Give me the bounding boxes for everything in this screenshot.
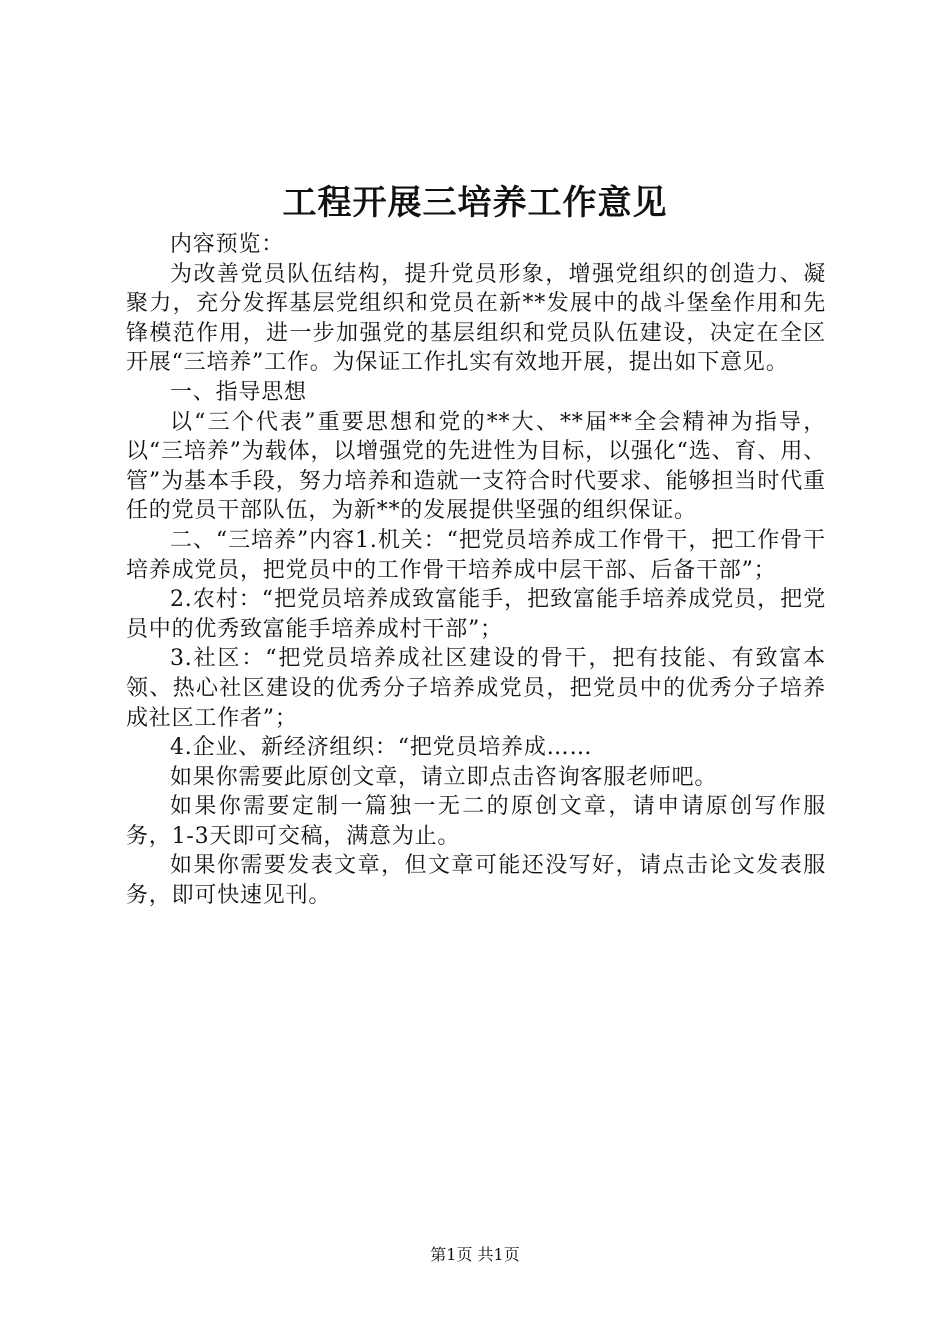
preview-label: 内容预览： [170,232,285,257]
promo-consult: 如果你需要此原创文章，请立即点击咨询客服老师吧。 [170,764,718,790]
promo-custom-writing: 如果你需要定制一篇独一无二的原创文章，请申请原创写作服务，1-3天即可交稿，满意为止。 [126,794,826,849]
intro-paragraph: 为改善党员队伍结构，提升党员形象，增强党组织的创造力、凝聚力，充分发挥基层党组织和党员在新**发展中的战斗堡垒作用和先锋模范作用，进一步加强党的基层组织和党员队伍建设，决定在全区开展“三培养”工作。为保证工作扎实有效地开展，提出如下意见。 [126,261,826,376]
content-community: 3.社区：“把党员培养成社区建设的骨干，把有技能、有致富本领、热心社区建设的优秀分子培养成党员，把党员中的优秀分子培养成社区工作者”； [126,646,826,731]
promo-publishing: 如果你需要发表文章，但文章可能还没写好，请点击论文发表服务，即可快速见刊。 [126,853,826,909]
content-rural: 2.农村：“把党员培养成致富能手，把致富能手培养成党员，把党员中的优秀致富能手培养成村干部”； [126,587,826,642]
content-enterprise: 4.企业、新经济组织：“把党员培养成…… [170,735,593,761]
page-number-footer: 第1页 共1页 [430,1245,520,1264]
section-heading-guiding-thought: 一、指导思想 [170,379,307,405]
guiding-thought-paragraph: 以“三个代表”重要思想和党的**大、**届**全会精神为指导，以“三培养”为载体，以增强党的先进性为目标，以强化“选、育、用、管”为基本手段，努力培养和造就一支符合时代要求、能够担当时代重任的党员干部队伍，为新**的发展提供坚强的组织保证。 [126,409,826,524]
section-content-agencies: 二、“三培养”内容1.机关：“把党员培养成工作骨干，把工作骨干培养成党员，把党员中的工作骨干培养成中层干部、后备干部”； [126,527,826,583]
document-body [126,230,826,911]
document-title: 工程开展三培养工作意见 [282,183,668,223]
